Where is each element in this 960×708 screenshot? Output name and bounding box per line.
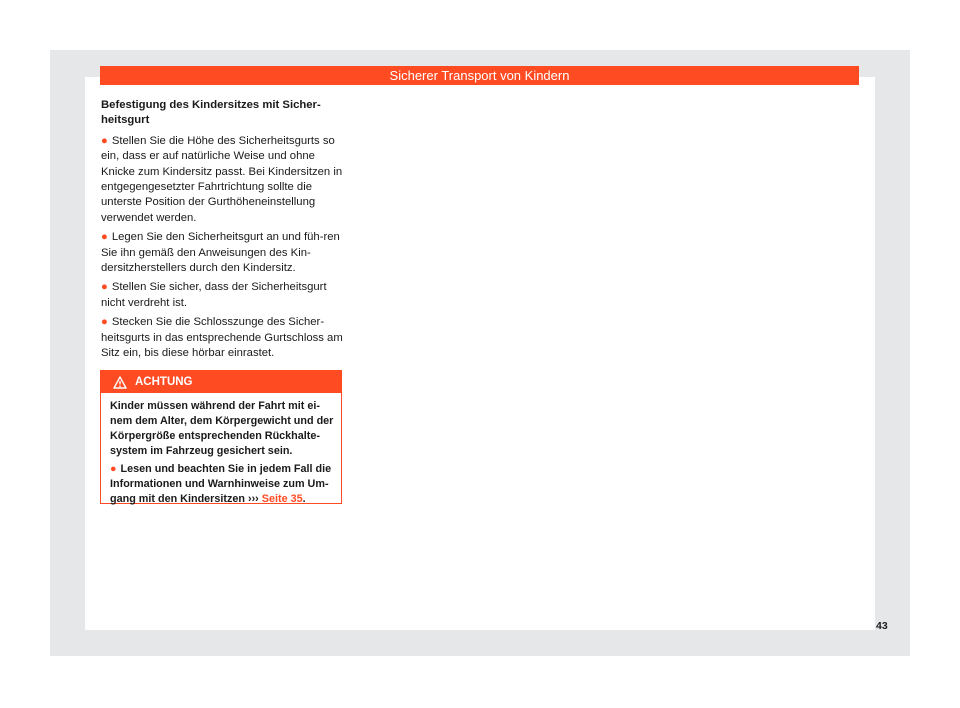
bullet-icon: ● bbox=[101, 231, 108, 244]
bullet-icon: ● bbox=[101, 134, 108, 147]
link-arrow: ››› bbox=[247, 493, 259, 505]
page-reference-link[interactable]: Seite 35 bbox=[261, 493, 303, 505]
bullet-icon: ● bbox=[110, 463, 117, 475]
warning-item bbox=[110, 462, 334, 507]
instruction-item bbox=[101, 315, 343, 361]
warning-box bbox=[100, 370, 342, 504]
warning-body bbox=[101, 393, 341, 507]
warning-title: ACHTUNG bbox=[135, 376, 193, 388]
instruction-text: Stellen Sie sicher, dass der Sicherheitsgurt nicht verdreht ist. bbox=[101, 281, 327, 309]
bullet-icon: ● bbox=[101, 281, 108, 294]
instruction-item bbox=[101, 280, 343, 311]
instruction-item bbox=[101, 230, 343, 276]
instruction-item bbox=[101, 134, 343, 226]
page-number: 43 bbox=[876, 620, 888, 632]
warning-triangle-icon bbox=[113, 376, 127, 389]
bullet-icon: ● bbox=[101, 316, 108, 329]
warning-item-text: Lesen und beachten Sie in jedem Fall die Informationen und Warnhinweise zum Um-gang mit den Kindersitzen bbox=[110, 463, 332, 505]
warning-header bbox=[101, 371, 341, 393]
instruction-text: Legen Sie den Sicherheitsgurt an und füh-ren Sie ihn gemäß den Anweisungen des Kin-dersitzherstellers durch den Kindersitz. bbox=[101, 231, 340, 275]
chapter-header bbox=[100, 66, 859, 85]
instruction-text: Stellen Sie die Höhe des Sicherheitsgurts so ein, dass er auf natürliche Weise und ohne Knicke zum Kindersitz passt. Bei Kindersitzen in entgegengesetzter Fahrtrichtung sollte die unterste Position der Gurthöheneinstellung verwendet werden. bbox=[101, 134, 343, 224]
link-suffix: . bbox=[302, 493, 306, 505]
section-heading: Befestigung des Kindersitzes mit Sicher-heitsgurt bbox=[101, 99, 321, 127]
warning-intro: Kinder müssen während der Fahrt mit ei-nem dem Alter, dem Körpergewicht und der Körpergröße entsprechenden Rückhalte-system im Fahrzeug gesichert sein. bbox=[110, 400, 334, 457]
main-column bbox=[101, 98, 343, 366]
chapter-title: Sicherer Transport von Kindern bbox=[389, 68, 570, 83]
instruction-text: Stecken Sie die Schlosszunge des Sicher-heitsgurts in das entsprechende Gurtschloss am Sitz ein, bis diese hörbar einrastet. bbox=[101, 316, 343, 360]
